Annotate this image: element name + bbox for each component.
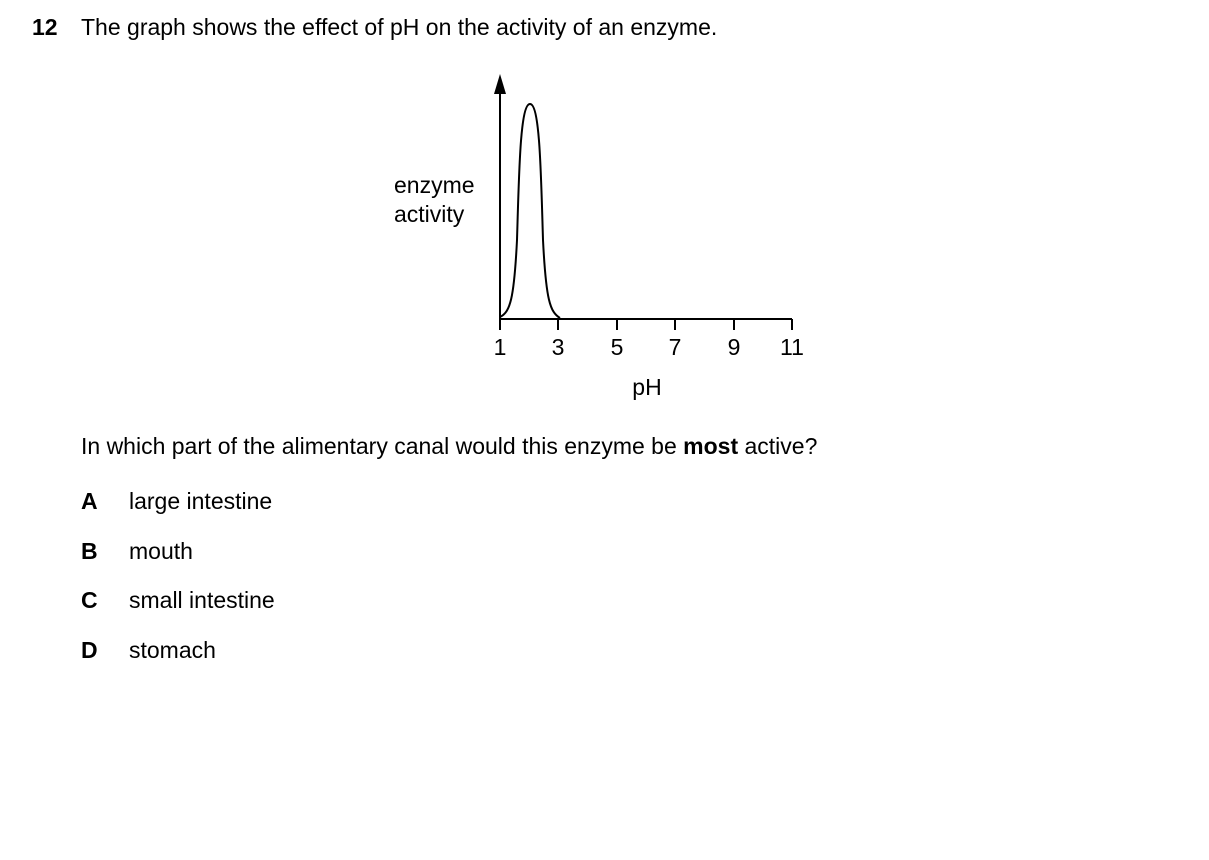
y-axis-arrowhead <box>494 74 506 94</box>
question-number: 12 <box>32 14 58 40</box>
option-d[interactable] <box>81 637 216 664</box>
tick-label: 5 <box>610 334 624 360</box>
option-text: stomach <box>129 637 216 663</box>
option-text: small intestine <box>129 587 275 613</box>
tick-label: 11 <box>780 334 804 360</box>
option-c[interactable] <box>81 587 275 614</box>
option-letter: C <box>81 587 98 613</box>
option-a[interactable] <box>81 488 272 515</box>
prompt-text-end: active? <box>738 433 818 459</box>
option-letter: B <box>81 538 98 564</box>
option-text: mouth <box>129 538 193 564</box>
option-letter: A <box>81 488 98 514</box>
y-axis-label-line2: activity <box>394 201 465 227</box>
tick-label: 7 <box>668 334 682 360</box>
prompt-emphasis: most <box>683 433 739 459</box>
tick-label: 3 <box>551 334 565 360</box>
option-letter: D <box>81 637 98 663</box>
x-axis-label: pH <box>632 374 662 400</box>
option-b[interactable] <box>81 538 193 565</box>
y-axis-label-line1: enzyme <box>394 172 475 198</box>
tick-label: 9 <box>727 334 741 360</box>
question-stem: The graph shows the effect of pH on the activity of an enzyme. <box>81 14 718 40</box>
y-axis-label <box>394 171 475 229</box>
option-text: large intestine <box>129 488 273 514</box>
activity-curve <box>500 104 560 318</box>
tick-label: 1 <box>493 334 507 360</box>
prompt-text: In which part of the alimentary canal would this enzyme be <box>81 433 684 459</box>
question-prompt <box>81 433 817 460</box>
